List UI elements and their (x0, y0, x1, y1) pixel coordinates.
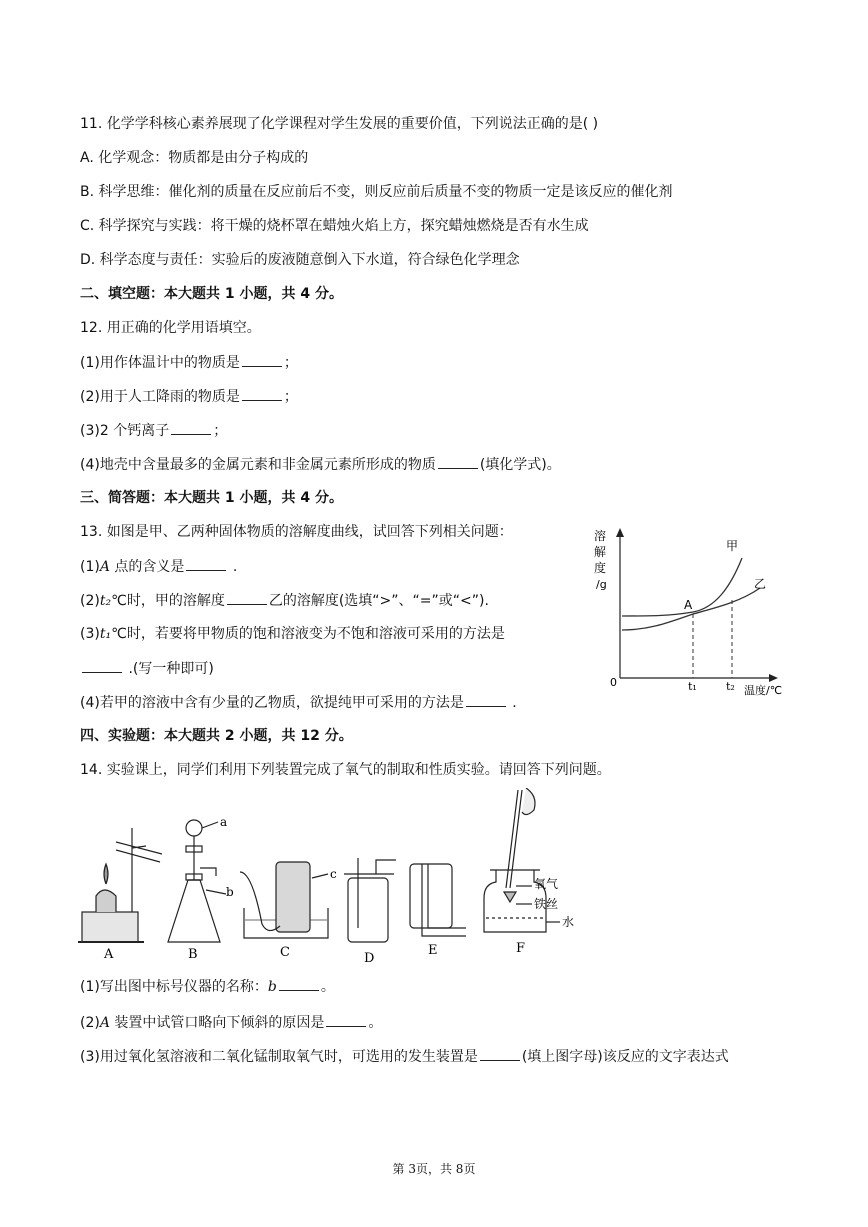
mark-c: c (330, 867, 337, 881)
point-a-label: A (684, 598, 693, 612)
t2-label: t₂ (726, 680, 735, 693)
apparatus-c (240, 862, 328, 938)
q11-option-c: C. 科学探究与实践：将干燥的烧杯罩在蜡烛火焰上方，探究蜡烛燃烧是否有水生成 (80, 218, 589, 234)
y-axis-unit: /g (596, 578, 607, 591)
x-axis-arrow (769, 674, 778, 682)
mark-b: b (226, 885, 234, 899)
q13-part1: (1)A 点的含义是 . (80, 556, 237, 577)
answer-blank (326, 1012, 366, 1027)
f-water-label: 水 (562, 915, 575, 929)
answer-blank (82, 658, 122, 673)
apparatus-figure (76, 788, 596, 966)
q13-part3-cont: .(写一种即可) (80, 658, 214, 679)
q12-part4: (4)地壳中含量最多的金属元素和非金属元素所形成的物质 (填化学式)。 (80, 454, 561, 475)
apparatus-label-f: F (516, 941, 526, 956)
section-heading-fill: 二、填空题：本大题共 1 小题，共 4 分。 (80, 286, 343, 302)
y-axis-arrow (616, 528, 624, 537)
apparatus-d (344, 858, 396, 942)
curve-jia (622, 558, 742, 616)
q11-stem: 11. 化学学科核心素养展现了化学课程对学生发展的重要价值，下列说法正确的是( ) (80, 116, 599, 132)
solubility-graph (590, 518, 790, 696)
page-footer: 第 3页，共 8页 (392, 1162, 476, 1176)
q11-option-b: B. 科学思维：催化剂的质量在反应前后不变，则反应前后质量不变的物质一定是该反应的催化剂 (80, 184, 673, 200)
apparatus-label-c: C (280, 945, 290, 960)
apparatus-b (168, 820, 226, 942)
answer-blank (171, 420, 211, 435)
curve-yi-label: 乙 (754, 577, 767, 591)
q12-stem: 12. 用正确的化学用语填空。 (80, 320, 261, 336)
q11-option-a: A. 化学观念：物质都是由分子构成的 (80, 150, 309, 166)
curve-jia-label: 甲 (726, 539, 739, 553)
origin-label: 0 (610, 676, 617, 689)
q13-part3: (3)t₁℃时，若要将甲物质的饱和溶液变为不饱和溶液可采用的方法是 (80, 626, 505, 642)
answer-blank (480, 1046, 520, 1061)
q14-part2: (2)A 装置中试管口略向下倾斜的原因是 。 (80, 1012, 382, 1033)
q11-option-d: D. 科学态度与责任：实验后的废液随意倒入下水道，符合绿色化学理念 (80, 252, 520, 268)
apparatus-e (410, 864, 466, 936)
answer-blank (242, 386, 282, 401)
q13-part2: (2)t₂℃时，甲的溶解度 乙的溶解度(选填“>”、“=”或“<”). (80, 590, 489, 611)
section-heading-short-answer: 三、简答题：本大题共 1 小题，共 4 分。 (80, 490, 343, 506)
x-axis-label: 温度/℃ (744, 684, 783, 696)
q14-part3: (3)用过氧化氢溶液和二氧化锰制取氧气时，可选用的发生装置是 (填上图字母)该反应的文字表达式 (80, 1046, 729, 1067)
q14-part1: (1)写出图中标号仪器的名称：b 。 (80, 976, 335, 997)
apparatus-label-b: B (188, 947, 198, 962)
mark-a: a (220, 815, 228, 829)
q12-part3: (3)2 个钙离子 ； (80, 420, 227, 441)
q12-part2: (2)用于人工降雨的物质是 ； (80, 386, 298, 407)
answer-blank (186, 556, 226, 571)
answer-blank (242, 352, 282, 367)
q13-stem: 13. 如图是甲、乙两种固体物质的溶解度曲线，试回答下列相关问题： (80, 524, 513, 540)
apparatus-label-d: D (364, 951, 375, 966)
f-iron-label: 铁丝 (534, 897, 559, 911)
section-heading-experiment: 四、实验题：本大题共 2 小题，共 12 分。 (80, 728, 353, 744)
y-axis-label-2: 解 (594, 545, 607, 559)
t1-label: t₁ (688, 680, 697, 693)
answer-blank (438, 454, 478, 469)
answer-blank (279, 976, 319, 991)
q12-part1: (1)用作体温计中的物质是 ； (80, 352, 298, 373)
q13-part4: (4)若甲的溶液中含有少量的乙物质，欲提纯甲可采用的方法是 . (80, 692, 517, 713)
apparatus-label-e: E (428, 943, 438, 958)
y-axis-label-1: 溶 (594, 529, 607, 543)
answer-blank (466, 692, 506, 707)
y-axis-label-3: 度 (594, 561, 607, 575)
f-oxygen-label: 氧气 (534, 877, 559, 891)
q14-stem: 14. 实验课上，同学们利用下列装置完成了氧气的制取和性质实验。请回答下列问题。 (80, 762, 611, 778)
answer-blank (227, 590, 267, 605)
apparatus-a (78, 828, 162, 942)
apparatus-label-a: A (104, 947, 114, 962)
